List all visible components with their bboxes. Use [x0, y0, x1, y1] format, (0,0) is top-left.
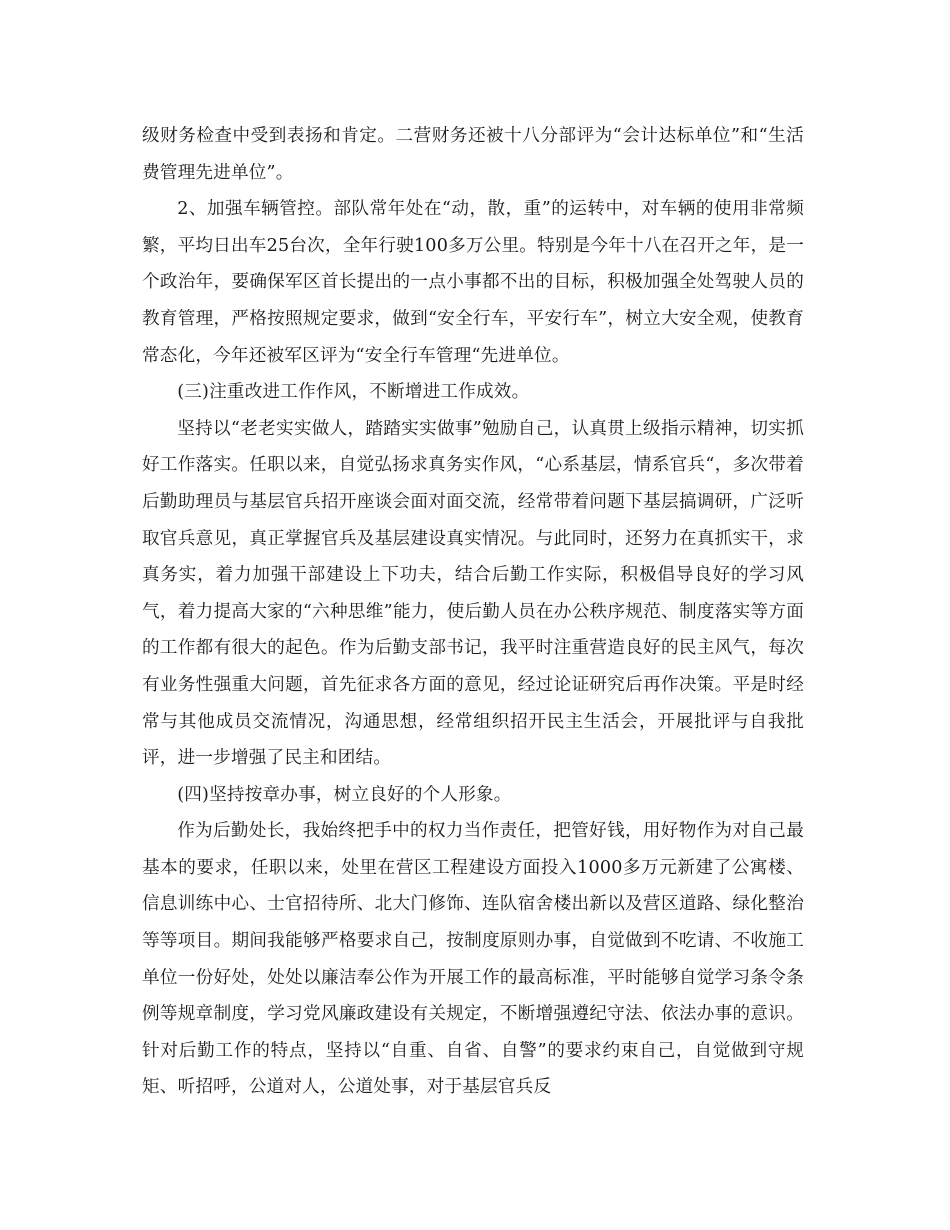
paragraph-rules: 作为后勤处长，我始终把手中的权力当作责任，把管好钱，用好物作为对自己最基本的要求，任职以来，处里在营区工程建设方面投入1000多万元新建了公寓楼、信息训练中心、士官招待所、北大门修饰、连队宿舍楼出新以及营区道路、绿化整治等等项目。期间我能够严格要求自己，按制度原则办事，自觉做到不吃请、不收施工单位一份好处，处处以廉洁奉公作为开展工作的最高标准，平时能够自觉学习条令条例等规章制度，学习党风廉政建设有关规定，不断增强遵纪守法、依法办事的意识。针对后勤工作的特点，坚持以“自重、自省、自警”的要求约束自己，自觉做到守规矩、听招呼，公道对人，公道处事，对于基层官兵反 [142, 821, 804, 1098]
document-body [142, 118, 804, 1106]
paragraph-work-style: 坚持以“老老实实做人，踏踏实实做事”勉励自己，认真贯上级指示精神，切实抓好工作落实。任职以来，自觉弘扬求真务实作风，“心系基层，情系官兵“，多次带着后勤助理员与基层官兵招开座谈会面对面交流，经常带着问题下基层搞调研，广泛听取官兵意见，真正掌握官兵及基层建设真实情况。与此同时，还努力在真抓实干，求真务实，着力加强干部建设上下功夫，结合后勤工作实际，积极倡导良好的学习风气，着力提高大家的“六种思维”能力，使后勤人员在办公秩序规范、制度落实等方面的工作都有很大的起色。作为后勤支部书记，我平时注重营造良好的民主风气，每次有业务性强重大问题，首先征求各方面的意见，经过论证研究后再作决策。平是时经常与其他成员交流情况，沟通思想，经常组织招开民主生活会，开展批评与自我批评，进一步增强了民主和团结。 [142, 418, 804, 769]
section-heading-work-style: (三)注重改进工作作风，不断增进工作成效。 [177, 382, 530, 403]
paragraph-finance-continuation: 级财务检查中受到表扬和肯定。二营财务还被十八分部评为“会计达标单位”和“生活费管理先进单位”。 [142, 126, 804, 183]
paragraph-vehicle-control: 2、加强车辆管控。部队常年处在“动，散，重”的运转中，对车辆的使用非常频繁，平均日出车25台次，全年行驶100多万公里。特别是今年十八在召开之年，是一个政治年，要确保军区首长提出的一点小事都不出的目标，积极加强全处驾驶人员的教育管理，严格按照规定要求，做到“安全行车，平安行车”，树立大安全观，使教育常态化，今年还被军区评为“安全行车管理“先进单位。 [142, 199, 804, 366]
section-heading-rules: (四)坚持按章办事，树立良好的个人形象。 [177, 784, 512, 805]
